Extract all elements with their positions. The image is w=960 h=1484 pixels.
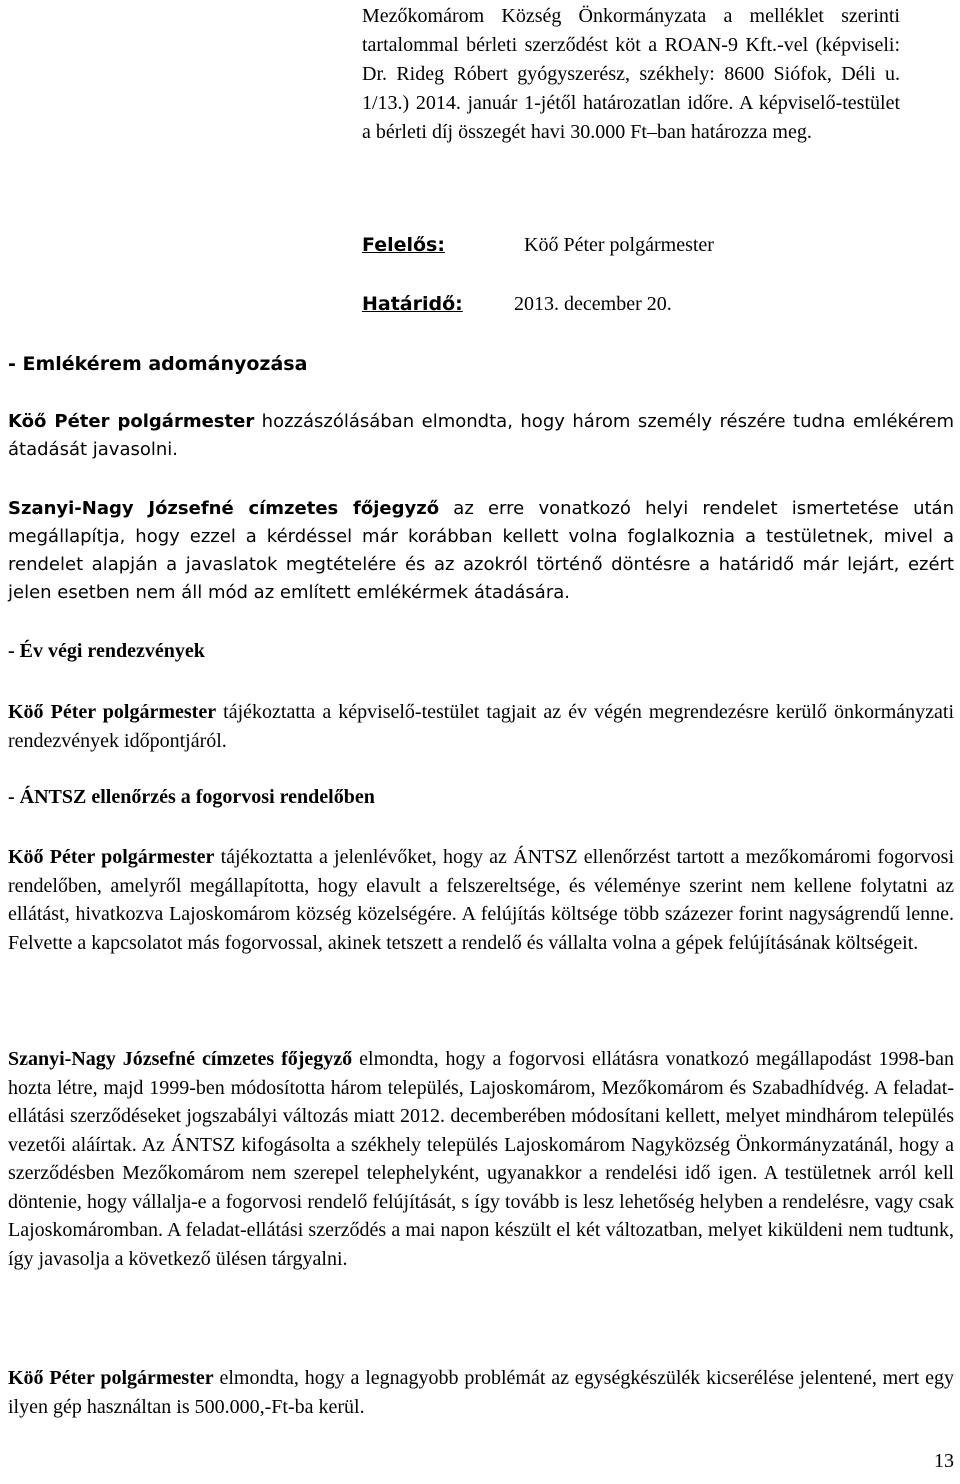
paragraph-antsz-2: [8, 1045, 954, 1273]
page-number: 13: [934, 1450, 954, 1472]
deadline-value: 2013. december 20.: [514, 293, 672, 315]
speaker-name: Köő Péter polgármester: [8, 1367, 214, 1389]
responsible-row: [362, 234, 714, 257]
paragraph-medal-1: [8, 408, 954, 464]
resolution-text: Mezőkomárom Község Önkormányzata a melléklet szerinti tartalommal bérleti szerződést köt a ROAN-9 Kft.-vel (képviseli: Dr. Rideg Róbert gyógyszerész, székhely: 8600 Siófok, Déli u. 1/13.) 2014. január 1-jétől határozatlan időre. A képviselő-testület a bérleti díj összegét havi 30.000 Ft–ban határozza meg.: [362, 5, 900, 143]
speaker-name: Köő Péter polgármester: [8, 701, 217, 723]
speaker-name: Köő Péter polgármester: [8, 846, 215, 868]
paragraph-year-end-1: [8, 698, 954, 755]
paragraph-medal-2: [8, 495, 954, 607]
paragraph-text: elmondta, hogy a legnagyobb problémát az egységkészülék kicserélése jelentené, mert egy ilyen gép használtan is 500.000,-Ft-ba kerül.: [8, 1367, 955, 1418]
section-heading-year-end: - Év végi rendezvények: [8, 640, 205, 662]
paragraph-text: tájékoztatta a jelenlévőket, hogy az ÁNTSZ ellenőrzést tartott a mezőkomáromi fogorvosi rendelőben, amelyről megállapította, hogy elavult a felszereltsége, és véleménye szerint nem kellene folytatni az ellátást, hivatkozva Lajoskomárom község közelségére. A felújítás költsége több százezer forint nagyságrendű lenne. Felvette a kapcsolatot más fogorvossal, akinek tetszett a rendelő és vállalta volna a gépek felújításának költségeit.: [8, 846, 955, 954]
paragraph-text: az erre vonatkozó helyi rendelet ismertetése után megállapítja, hogy ezzel a kérdéssel már korábban kellett volna foglalkoznia a testületnek, mivel a rendelet alapján a javaslatok megtételére és az azokról történő döntésre a határidő már lejárt, ezért jelen esetben nem áll mód az említett emlékérmek átadására.: [8, 498, 955, 603]
section-heading-medal: - Emlékérem adományozása: [8, 353, 308, 375]
speaker-name: Szanyi-Nagy Józsefné címzetes főjegyző: [8, 1048, 353, 1070]
paragraph-text: tájékoztatta a képviselő-testület tagjait az év végén megrendezésre kerülő önkormányzati rendezvények időpontjáról.: [8, 701, 954, 752]
section-heading-antsz: - ÁNTSZ ellenőrzés a fogorvosi rendelőben: [8, 786, 375, 808]
responsible-label: Felelős:: [362, 234, 445, 256]
paragraph-text: elmondta, hogy a fogorvosi ellátásra vonatkozó megállapodást 1998-ban hozta létre, majd 1999-ben módosította három település, Lajoskomárom, Mezőkomárom és Szabadhídvég. A feladat-ellátási szerződéseket jogszabályi változás miatt 2012. decemberében módosítani kellett, melyet mindhárom település vezetői aláírtak. Az ÁNTSZ kifogásolta a székhely település Lajoskomárom Nagyközség Önkormányzatánál, hogy a szerződésben Mezőkomárom nem szerepel telephelyként, ugyanakkor a rendelési idő igen. A testületnek arról kell döntenie, hogy vállalja-e a fogorvosi rendelő felújítását, s így tovább is lesz lehetőség helyben a rendelésre, vagy csak Lajoskomáromban. A feladat-ellátási szerződés a mai napon készült el két változatban, melyet kiküldeni nem tudtunk, így javasolja a következő ülésen tárgyalni.: [8, 1048, 954, 1270]
paragraph-antsz-3: [8, 1364, 954, 1421]
speaker-name: Köő Péter polgármester: [8, 411, 255, 432]
deadline-row: [362, 293, 672, 316]
deadline-label: Határidő:: [362, 293, 463, 315]
paragraph-text: hozzászólásában elmondta, hogy három személy részére tudna emlékérem átadását javasolni.: [8, 411, 954, 460]
paragraph-antsz-1: [8, 843, 954, 957]
responsible-value: Köő Péter polgármester: [524, 234, 714, 256]
speaker-name: Szanyi-Nagy Józsefné címzetes főjegyző: [8, 498, 440, 519]
